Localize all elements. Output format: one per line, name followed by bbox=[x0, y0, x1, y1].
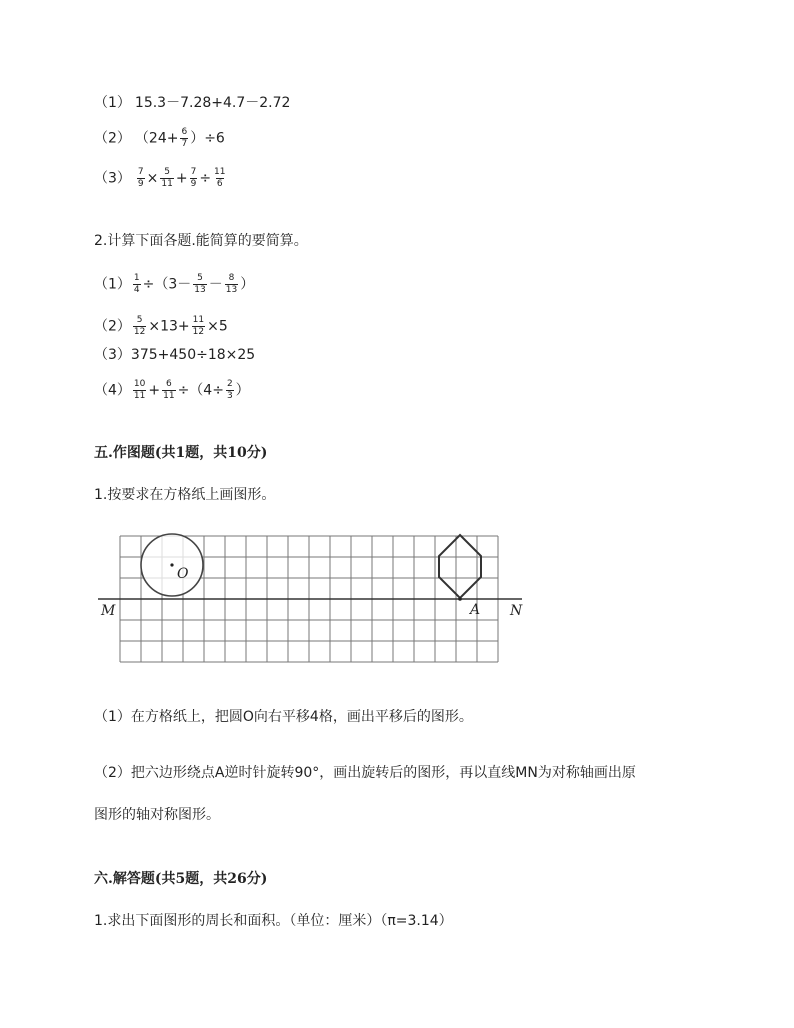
operator: + bbox=[175, 170, 188, 187]
item-index: （2） bbox=[94, 318, 131, 335]
item-index: （3） bbox=[94, 170, 131, 187]
operator: × bbox=[146, 170, 159, 187]
expr-part: ） bbox=[235, 382, 250, 399]
fraction: $\frac{5}{12}$ bbox=[133, 315, 146, 337]
section5-sub-2-line-1: （2）把六边形绕点A逆时针旋转90°，画出旋转后的图形，再以直线MN为对称轴画出原 bbox=[94, 765, 636, 781]
operator: + bbox=[148, 382, 161, 399]
label-o: O bbox=[177, 566, 189, 582]
label-n: N bbox=[510, 603, 523, 619]
fraction: $\frac{5}{13}$ bbox=[194, 273, 206, 295]
operator: ×13+ bbox=[148, 318, 190, 335]
fraction: $\frac{10}{11}$ bbox=[133, 379, 146, 401]
operator: ÷ bbox=[199, 170, 212, 187]
calc1-item-2 bbox=[94, 128, 225, 149]
item-index: （1） bbox=[94, 276, 131, 293]
point-a-dot bbox=[458, 597, 462, 601]
expr-part: （24+ bbox=[134, 130, 179, 147]
calc1-item-1 bbox=[94, 96, 290, 110]
calc2-item-3 bbox=[94, 348, 255, 362]
section6-heading: 六.解答题(共5题，共26分) bbox=[94, 871, 268, 887]
fraction: $\frac{1}{4}$ bbox=[133, 273, 140, 295]
hexagon bbox=[439, 535, 481, 598]
fraction: $\frac{2}{3}$ bbox=[226, 379, 233, 401]
expr-part: ） bbox=[240, 276, 255, 293]
section5-sub-2-line-2: 图形的轴对称图形。 bbox=[94, 807, 220, 823]
fraction: $\frac{5}{11}$ bbox=[161, 167, 173, 189]
fraction: $\frac{8}{13}$ bbox=[225, 273, 238, 295]
grid-figure bbox=[0, 525, 794, 665]
item-index: （1） bbox=[94, 95, 131, 111]
calc2-item-1 bbox=[94, 274, 254, 295]
calc2-title: 2.计算下面各题.能简算的要简算。 bbox=[94, 233, 308, 249]
expression: 15.3－7.28+4.7－2.72 bbox=[134, 95, 291, 111]
expr-part: ×5 bbox=[207, 318, 228, 335]
expression: 375+450÷18×25 bbox=[130, 347, 256, 363]
calc1-item-3 bbox=[94, 168, 229, 189]
expr-part: ）÷6 bbox=[190, 130, 225, 147]
item-index: （3） bbox=[94, 347, 131, 363]
operator: ÷（4÷ bbox=[177, 382, 224, 399]
section5-heading: 五.作图题(共1题，共10分) bbox=[94, 445, 268, 461]
fraction: $\frac{7}{9}$ bbox=[137, 167, 144, 189]
calc2-item-4 bbox=[94, 380, 250, 401]
section6-question-1: 1.求出下面图形的周长和面积。（单位：厘米）（π=3.14） bbox=[94, 913, 453, 929]
item-index: （4） bbox=[94, 382, 131, 399]
calc2-item-2 bbox=[94, 316, 228, 337]
fraction: $\frac{6}{11}$ bbox=[163, 379, 175, 401]
fraction: $\frac{11}{6}$ bbox=[214, 167, 226, 189]
fraction: $\frac{6}{7}$ bbox=[181, 127, 188, 149]
circle-center-dot bbox=[170, 563, 173, 566]
fraction: $\frac{11}{12}$ bbox=[192, 315, 205, 337]
label-a: A bbox=[470, 602, 481, 618]
fraction: $\frac{7}{9}$ bbox=[190, 167, 197, 189]
operator: ÷（3－ bbox=[142, 276, 192, 293]
item-index: （2） bbox=[94, 130, 131, 147]
label-m: M bbox=[101, 603, 116, 619]
operator: － bbox=[208, 276, 223, 293]
section5-question-1: 1.按要求在方格纸上画图形。 bbox=[94, 487, 276, 503]
section5-sub-1: （1）在方格纸上，把圆O向右平移4格，画出平移后的图形。 bbox=[94, 709, 473, 725]
